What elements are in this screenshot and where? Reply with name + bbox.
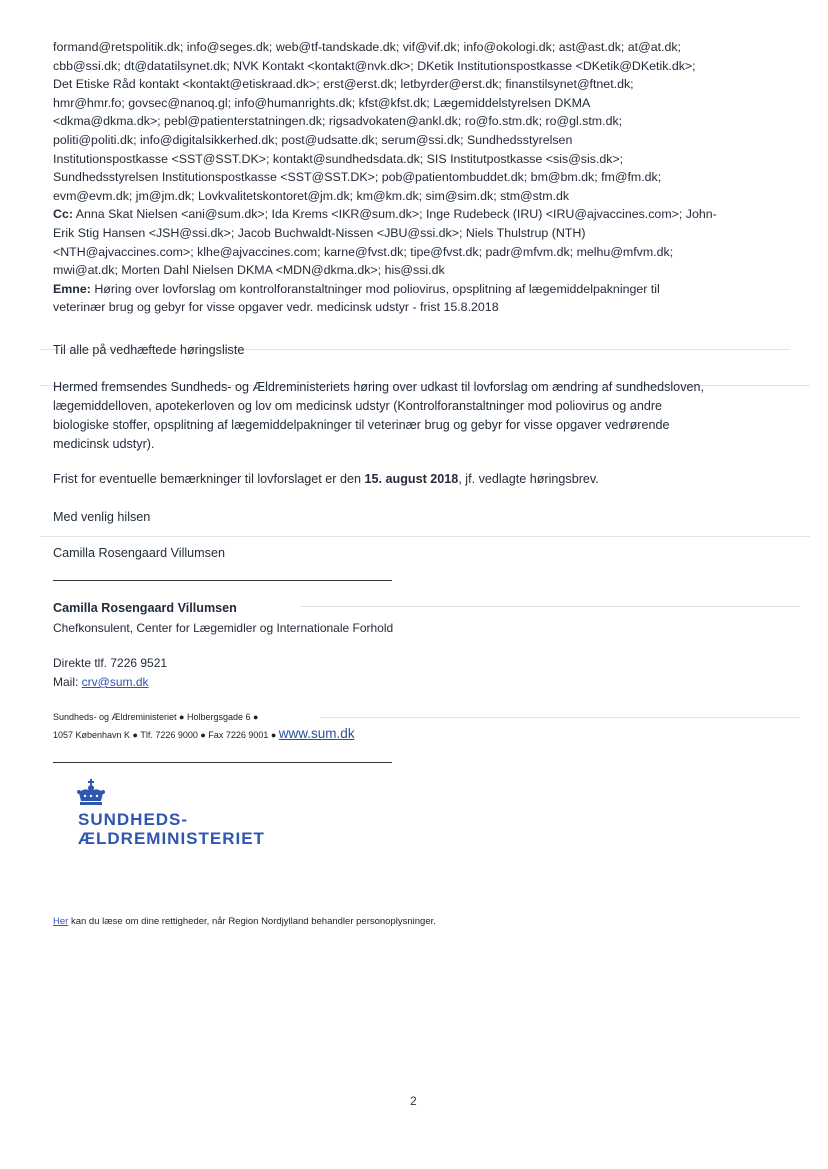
privacy-link[interactable]: Her xyxy=(53,915,69,927)
closing: Med venlig hilsen xyxy=(53,510,151,524)
recipient-line: Det Etiske Råd kontakt <kontakt@etiskraad.dk>; erst@erst.dk; letbyrder@erst.dk; finanstilsynet@ftnet.dk; xyxy=(53,77,634,92)
logo-line: SUNDHEDS- xyxy=(78,810,189,829)
privacy-note-text: kan du læse om dine rettigheder, når Region Nordjylland behandler personoplysninger. xyxy=(68,915,436,927)
crown-icon xyxy=(76,779,106,809)
subject-label: Emne: xyxy=(53,281,91,296)
logo-line: ÆLDREMINISTERIET xyxy=(78,829,265,848)
privacy-note xyxy=(53,916,436,927)
recipient-line: <dkma@dkma.dk>; pebl@patienterstatningen.dk; rigsadvokaten@ankl.dk; ro@fo.stm.dk; ro@gl.stm.dk; xyxy=(53,114,623,129)
deadline-prefix: Frist for eventuelle bemærkninger til lovforslaget er den xyxy=(53,472,365,486)
cc-line: Erik Stig Hansen <JSH@ssi.dk>; Jacob Buchwaldt-Nissen <JBU@ssi.dk>; Niels Thulstrup (NTH) xyxy=(53,225,586,240)
mail-link[interactable]: crv@sum.dk xyxy=(81,675,149,689)
body-paragraph xyxy=(53,378,773,454)
paragraph-line: Hermed fremsendes Sundheds- og Ældreministeriets høring over udkast til lovforslag om ændring af sundhedsloven, xyxy=(53,380,704,394)
cc-line xyxy=(53,205,793,224)
signature-divider xyxy=(53,580,392,581)
scan-artifact-line xyxy=(320,717,800,718)
cc-text: Anna Skat Nielsen <ani@sum.dk>; Ida Krems <IKR@sum.dk>; Inge Rudebeck (IRU) <IRU@ajvaccines.com>; John- xyxy=(75,207,717,222)
signature-name: Camilla Rosengaard Villumsen xyxy=(53,601,237,615)
paragraph-line: biologiske stoffer, opsplitning af lægemiddelpakninger til veterinær brug og gebyr for visse opgaver vedrørende xyxy=(53,418,670,432)
cc-label: Cc: xyxy=(53,207,73,222)
address-block xyxy=(53,711,355,746)
mail-label: Mail: xyxy=(53,675,82,689)
recipient-line: hmr@hmr.fo; govsec@nanoq.gl; info@humanrights.dk; kfst@kfst.dk; Lægemiddelstyrelsen DKMA xyxy=(53,95,591,110)
address-divider xyxy=(53,762,392,763)
address-line xyxy=(53,723,355,746)
greeting: Til alle på vedhæftede høringsliste xyxy=(53,343,245,357)
subject-line xyxy=(53,280,793,299)
email-header xyxy=(53,38,793,317)
paragraph-line: medicinsk udstyr). xyxy=(53,437,155,451)
recipient-line: cbb@ssi.dk; dt@datatilsynet.dk; NVK Kontakt <kontakt@nvk.dk>; DKetik Institutionspostkasse <DKetik@DKetik.dk>; xyxy=(53,58,696,73)
paragraph-line: lægemiddelloven, apotekerloven og lov om medicinsk udstyr (Kontrolforanstaltninger mod poliovirus og andre xyxy=(53,399,663,413)
deadline-date: 15. august 2018 xyxy=(364,472,459,486)
subject-text: Høring over lovforslag om kontrolforanstaltninger mod poliovirus, opsplitning af lægemiddelpakninger til xyxy=(94,281,660,296)
recipient-line: Sundhedsstyrelsen Institutionspostkasse <SST@SST.DK>; pob@patientombuddet.dk; bm@bm.dk; fm@fm.dk; xyxy=(53,170,662,185)
recipient-line: evm@evm.dk; jm@jm.dk; Lovkvalitetskontoret@jm.dk; km@km.dk; sim@sim.dk; stm@stm.dk xyxy=(53,188,570,203)
page-number: 2 xyxy=(410,1094,417,1108)
recipient-line: politi@politi.dk; info@digitalsikkerhed.dk; post@udsatte.dk; serum@ssi.dk; Sundhedsstyrelsen xyxy=(53,132,573,147)
subject-line: veterinær brug og gebyr for visse opgaver vedr. medicinsk udstyr - frist 15.8.2018 xyxy=(53,300,499,315)
signature-title: Chefkonsulent, Center for Lægemidler og Internationale Forhold xyxy=(53,621,394,635)
address-line: Sundheds- og Ældreministeriet ● Holbergsgade 6 ● xyxy=(53,712,259,722)
deadline-suffix: , jf. vedlagte høringsbrev. xyxy=(458,472,599,486)
scan-artifact-line xyxy=(40,536,810,537)
recipient-line: formand@retspolitik.dk; info@seges.dk; web@tf-tandskade.dk; vif@vif.dk; info@okologi.dk; ast@ast.dk; at@at.dk; xyxy=(53,40,682,54)
cc-line: <NTH@ajvaccines.com>; klhe@ajvaccines.com; karne@fvst.dk; tipe@fvst.dk; padr@mfvm.dk; melhu@mfvm.dk; xyxy=(53,244,674,259)
address-line-2: 1057 København K ● Tlf. 7226 9000 ● Fax 7226 9001 ● xyxy=(53,730,279,740)
scan-artifact-line xyxy=(300,606,800,607)
cc-line: mwi@at.dk; Morten Dahl Nielsen DKMA <MDN@dkma.dk>; his@ssi.dk xyxy=(53,263,445,278)
ministry-logo xyxy=(78,810,265,848)
signature-phone: Direkte tlf. 7226 9521 xyxy=(53,656,168,670)
website-link[interactable]: www.sum.dk xyxy=(278,726,355,741)
recipient-line: Institutionspostkasse <SST@SST.DK>; kontakt@sundhedsdata.dk; SIS Institutpostkasse <sis@sis.dk>; xyxy=(53,151,624,166)
signature-mail xyxy=(53,675,149,689)
deadline-sentence xyxy=(53,472,599,486)
sender-name: Camilla Rosengaard Villumsen xyxy=(53,546,225,560)
